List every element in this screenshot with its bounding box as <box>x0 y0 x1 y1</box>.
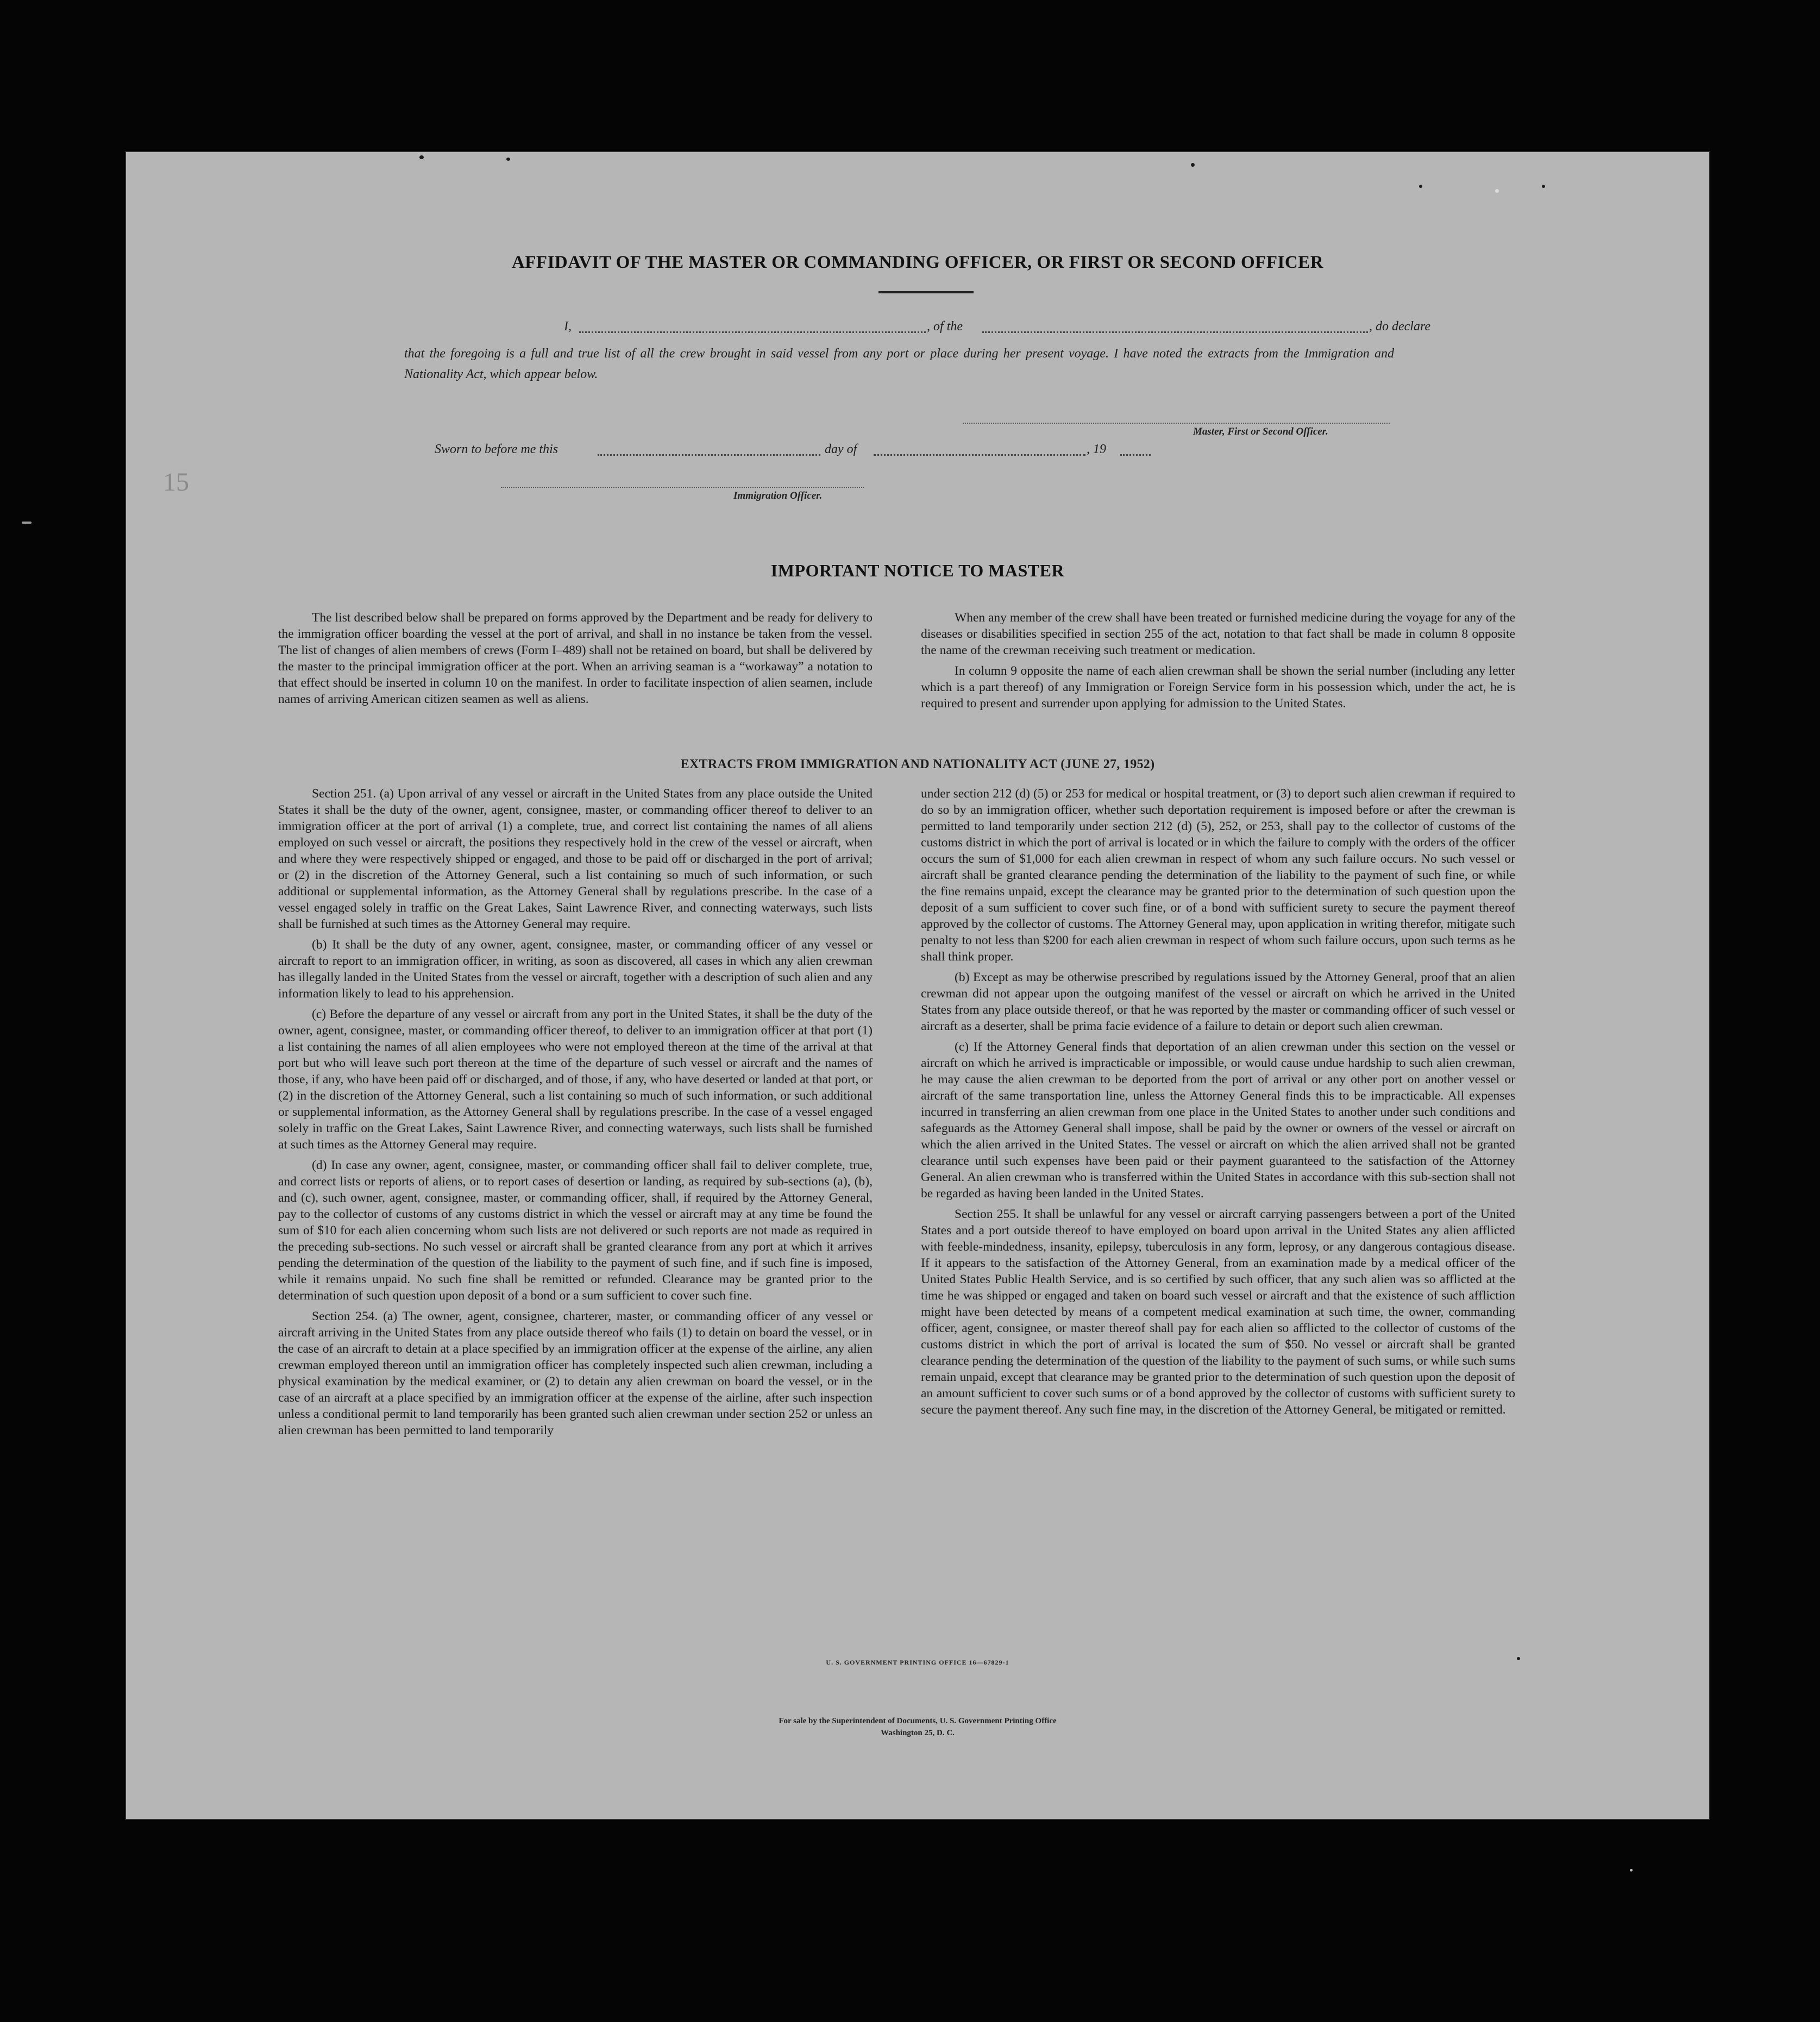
scan-speck <box>1419 185 1422 188</box>
vessel-field[interactable] <box>982 331 1368 333</box>
declaration-statement: that the foregoing is a full and true list of all the crew brought in said vessel from any port or place during her present voyage. I have noted the extracts from the Immigration and Nationality Act, which appear below. <box>404 347 1394 381</box>
section-251-b: (b) It shall be the duty of any owner, agent, consignee, master, or commanding officer of any vessel or aircraft to report to an immigration officer, in writing, as soon as discovered, all cases in which any alien crewman has illegally landed in the United States from the vessel or aircraft, together with a description of such alien and any information likely to lead to his apprehension. <box>278 938 873 1001</box>
notice-left-paragraph: The list described below shall be prepared on forms approved by the Department and be ready for delivery to the immigration officer boarding the vessel at the port of arrival, and shall in no instance be taken from the vessel. The list of changes of alien members of crews (Form I–489) shall not be retained on board, but shall be delivered by the master to the principal immigration officer at the port. When an arriving seaman is a “workaway” a notation to that effect should be inserted in column 10 on the manifest. In order to facilitate inspection of alien seamen, include names of arriving American citizen seamen as well as aliens. <box>278 611 873 706</box>
notice-right-paragraph-2: In column 9 opposite the name of each alien crewman shall be shown the serial number (including any letter which is a part thereof) of any Immigration or Foreign Service form in his possession which, under the act, he is required to present and surrender upon applying for admission to the United States. <box>921 664 1515 711</box>
officer-caption: Immigration Officer. <box>733 490 823 501</box>
sworn-line <box>435 442 1304 461</box>
section-254-a: Section 254. (a) The owner, agent, consignee, charterer, master, or commanding officer of any vessel or aircraft arriving in the United States from any place outside thereof who fails (1) to detain on board the vessel, or in the case of an aircraft to detain at a place specified by an immigration officer at the expense of the airline, any alien crewman employed thereon until an immigration officer has completely inspected such alien crewman, including a physical examination by the medical examiner, or (2) to detain any alien crewman on board the vessel, or in the case of an aircraft at a place specified by an immigration officer at the expense of the airline, after such inspection unless a conditional permit to land temporarily has been granted such alien crewman under section 252 or unless an alien crewman has been permitted to land temporarily <box>278 1309 873 1437</box>
title-rule <box>878 291 974 293</box>
notice-left-column <box>278 610 873 712</box>
margin-page-number: 15 <box>163 468 189 497</box>
notice-right-paragraph-1: When any member of the crew shall have been treated or furnished medicine during the voyage for any of the diseases or disabilities specified in section 255 of the act, notation to that fact shall be made in column 8 opposite the name of the crewman receiving such treatment or medication. <box>921 611 1515 657</box>
affidavit-title: AFFIDAVIT OF THE MASTER OR COMMANDING OFFICER, OR FIRST OR SECOND OFFICER <box>511 253 1324 272</box>
notice-right-column <box>921 610 1515 716</box>
scan-speck <box>1542 185 1545 188</box>
year-label: , 19 <box>1087 442 1106 456</box>
extracts-left-column <box>278 786 873 1443</box>
sworn-label: Sworn to before me this <box>435 442 558 456</box>
document-page <box>126 152 1709 1819</box>
scan-speck <box>1517 1657 1520 1660</box>
city-line: Washington 25, D. C. <box>881 1729 955 1737</box>
notice-title: IMPORTANT NOTICE TO MASTER <box>770 561 1065 580</box>
section-251-a: Section 251. (a) Upon arrival of any vessel or aircraft in the United States from any place outside the United States it shall be the duty of the owner, agent, consignee, master, or commanding officer thereof to deliver to an immigration officer at the port of arrival (1) a complete, true, and correct list containing the names of all aliens employed on such vessel or aircraft, the positions they respectively hold in the crew of the vessel or aircraft, when and where they were respectively shipped or engaged, and those to be paid off or discharged in the port of arrival; or (2) in the discretion of the Attorney General, such a list containing so much of such information, or such additional or supplemental information, as the Attorney General shall by regulations prescribe. In the case of a vessel engaged solely in traffic on the Great Lakes, Saint Lawrence River, and connecting waterways, such lists shall be furnished at such times as the Attorney General may require. <box>278 787 873 931</box>
scan-speck <box>419 155 424 159</box>
extracts-title: EXTRACTS FROM IMMIGRATION AND NATIONALITY ACT (JUNE 27, 1952) <box>680 757 1155 771</box>
section-254-a-continued: under section 212 (d) (5) or 253 for medical or hospital treatment, or (3) to deport such alien crewman if required to do so by an immigration officer, whether such deportation requirement is imposed before or after the crewman is permitted to land temporarily under section 212 (d) (5), 252, or 253, shall pay to the collector of customs of the customs district in which the port of arrival is located or in which the failure to comply with the orders of the officer occurs the sum of $1,000 for each alien crewman in respect of whom any such failure occurs. No such vessel or aircraft shall be granted clearance pending the determination of the liability to the payment of such fine, or while the fine remains unpaid, except the clearance may be granted prior to the determination of such question upon the deposit of a sum sufficient to cover such fine, or of a bond with sufficient surety to secure the payment thereof approved by the collector of customs. The Attorney General may, upon application in writing therefor, mitigate such penalty to not less than $200 for each alien crewman in respect of whom such failure occurs, upon such terms as he shall think proper. <box>921 787 1515 964</box>
section-255: Section 255. It shall be unlawful for any vessel or aircraft carrying passengers between a port of the United States and a port outside thereof to have employed on board upon arrival in the United States any alien afflicted with feeble-mindedness, insanity, epilepsy, tuberculosis in any form, leprosy, or any dangerous contagious disease. If it appears to the satisfaction of the Attorney General, from an examination made by a medical officer of the United States Public Health Service, and is so certified by such officer, that any such alien was so afflicted at the time he was shipped or engaged and taken on board such vessel or aircraft and that the existence of such affliction might have been detected by means of a competent medical examination at such time, the owner, commanding officer, agent, consignee, or master thereof shall pay for each alien so afflicted to the collector of customs of the customs district in which the port of arrival is located the sum of $50. No vessel or aircraft shall be granted clearance pending the determination of the question of the liability to the payment of such sums, or while such sums remain unpaid, except that clearance may be granted prior to the determination of such question upon the deposit of an amount sufficient to cover such sums or of a bond approved by the collector of customs with sufficient surety to secure the payment thereof. Any such fine may, in the discretion of the Attorney General, be mitigated or remitted. <box>921 1207 1515 1417</box>
scan-speck <box>1191 163 1195 167</box>
of-the-label: , of the <box>927 319 963 334</box>
section-254-b: (b) Except as may be otherwise prescribed by regulations issued by the Attorney General, proof that an alien crewman did not appear upon the outgoing manifest of the vessel or aircraft on which he arrived in the United States from any place outside thereof, or that he was reported by the master or commanding officer of such vessel or aircraft as a deserter, shall be prima facie evidence of a failure to detain or deport such alien crewman. <box>921 970 1515 1033</box>
master-caption: Master, First or Second Officer. <box>1193 426 1328 437</box>
section-251-c: (c) Before the departure of any vessel or aircraft from any port in the United States, it shall be the duty of the owner, agent, consignee, master, or commanding officer thereof, to deliver to an immigration officer at that port (1) a list containing the names of all alien employees who were not employed thereon at the time of the arrival at that port but who will leave such port thereon at the time of the departure of such vessel or aircraft and the names of those, if any, who have been paid off or discharged, and of those, if any, who have deserted or landed at that port, or (2) in the discretion of the Attorney General, such a list containing so much of such information, or such additional or supplemental information, as the Attorney General shall by regulations prescribe. In the case of a vessel engaged solely in traffic on the Great Lakes, Saint Lawrence River, and connecting waterways, such lists shall be furnished at such times as the Attorney General may require. <box>278 1007 873 1152</box>
name-field[interactable] <box>579 331 926 333</box>
extracts-right-column <box>921 786 1515 1422</box>
printing-office-line: U. S. GOVERNMENT PRINTING OFFICE 16—67829-1 <box>826 1659 1009 1666</box>
background-speck <box>1630 1869 1633 1872</box>
do-declare-label: , do declare <box>1369 319 1431 334</box>
sworn-day-field[interactable] <box>598 454 820 456</box>
day-of-label: day of <box>825 442 857 456</box>
sworn-month-field[interactable] <box>874 454 1085 456</box>
background-speck <box>22 522 32 524</box>
section-254-c: (c) If the Attorney General finds that deportation of an alien crewman under this section on the vessel or aircraft on which he arrived is impracticable or impossible, or would cause undue hardship to such alien crewman, he may cause the alien crewman to be deported from the port of arrival or any other port on another vessel or aircraft of the same transportation line, unless the Attorney General finds this to be impracticable. All expenses incurred in transferring an alien crewman from one place in the United States to another under such conditions and safeguards as the Attorney General shall impose, shall be paid by the owner or owners of the vessel or aircraft on which the alien arrived in the United States. The vessel or aircraft on which the alien arrived shall not be granted clearance until such expenses have been paid or their payment guaranteed to the satisfaction of the Attorney General. An alien crewman who is transferred within the United States in accordance with this sub-section shall not be regarded as having been landed in the United States. <box>921 1040 1515 1201</box>
declaration-line <box>439 319 1515 339</box>
section-251-d: (d) In case any owner, agent, consignee, master, or commanding officer shall fail to deliver complete, true, and correct lists or reports of aliens, or to report cases of desertion or landing, as required by sub-sections (a), (b), and (c), such owner, agent, consignee, master, or commanding officer, shall, if required by the Attorney General, pay to the collector of customs of any customs district in which the vessel or aircraft may at any time be found the sum of $10 for each alien concerning whom such lists are not delivered or such reports are not made as required in the preceding sub-sections. No such vessel or aircraft shall be granted clearance from any port at which it arrives pending the determination of the question of the liability to the payment of such fine, and if such fine is imposed, while it remains unpaid. No such fine shall be remitted or refunded. Clearance may be granted prior to the determination of such question upon deposit of a bond or a sum sufficient to cover such fine. <box>278 1158 873 1303</box>
i-label: I, <box>564 319 572 334</box>
officer-signature-line[interactable] <box>501 487 864 488</box>
background-speck <box>1495 189 1499 193</box>
master-signature-line[interactable] <box>963 423 1390 424</box>
for-sale-line: For sale by the Superintendent of Documents, U. S. Government Printing Office <box>779 1717 1057 1725</box>
scan-speck <box>506 158 510 161</box>
sworn-year-field[interactable] <box>1120 454 1151 456</box>
